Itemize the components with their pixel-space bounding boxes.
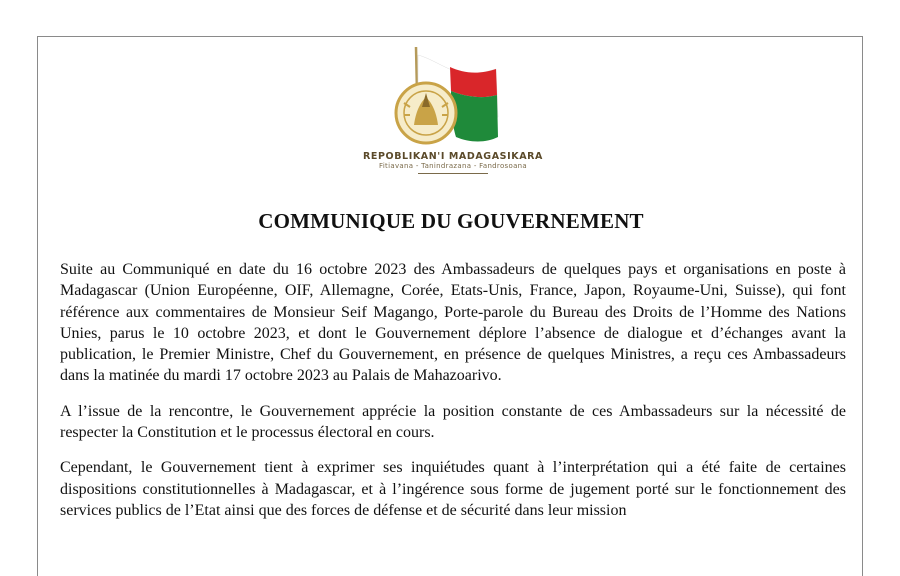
letterhead <box>338 45 568 170</box>
motto-underline <box>418 173 488 174</box>
document-title: COMMUNIQUE DU GOUVERNEMENT <box>258 209 644 233</box>
document-page <box>37 36 863 576</box>
paragraph-2: A l’issue de la rencontre, le Gouvernement apprécie la position constante de ces Ambassadeurs sur la nécessité de respecter la Constitution et le processus électoral en cours. <box>60 402 846 442</box>
emblem-graphic <box>338 45 568 150</box>
country-name: REPOBLIKAN'I MADAGASIKARA <box>362 151 544 162</box>
document-body <box>60 259 846 535</box>
paragraph-1: Suite au Communiqué en date du 16 octobre 2023 des Ambassadeurs de quelques pays et organisations en poste à Madagascar (Union Européenne, OIF, Allemagne, Corée, Etats-Unis, France, Japon, Royaume-Uni, Suisse), qui font référence aux commentaires de Monsieur Seif Magango, Porte-parole du Bureau des Droits de l’Homme des Nations Unies, parus le 10 octobre 2023, et dont le Gouvernement déplore l’absence de dialogue et d’échanges avant la publication, le Premier Ministre, Chef du Gouvernement, en présence de quelques Ministres, a reçu ces Ambassadeurs dans la matinée du mardi 17 octobre 2023 au Palais de Mahazoarivo. <box>60 261 846 385</box>
madagascar-coat-of-arms-icon <box>396 83 456 143</box>
paragraph-3: Cependant, le Gouvernement tient à exprimer ses inquiétudes quant à l’interprétation qui a été faite de certaines dispositions constitutionnelles à Madagascar, et à l’ingérence sous forme de jugement porté sur le fonctionnement des services publics de l’Etat ainsi que des forces de défense et de sécurité dans leur mission <box>60 459 846 519</box>
national-motto: Fitiavana - Tanindrazana - Fandrosoana <box>379 162 527 170</box>
